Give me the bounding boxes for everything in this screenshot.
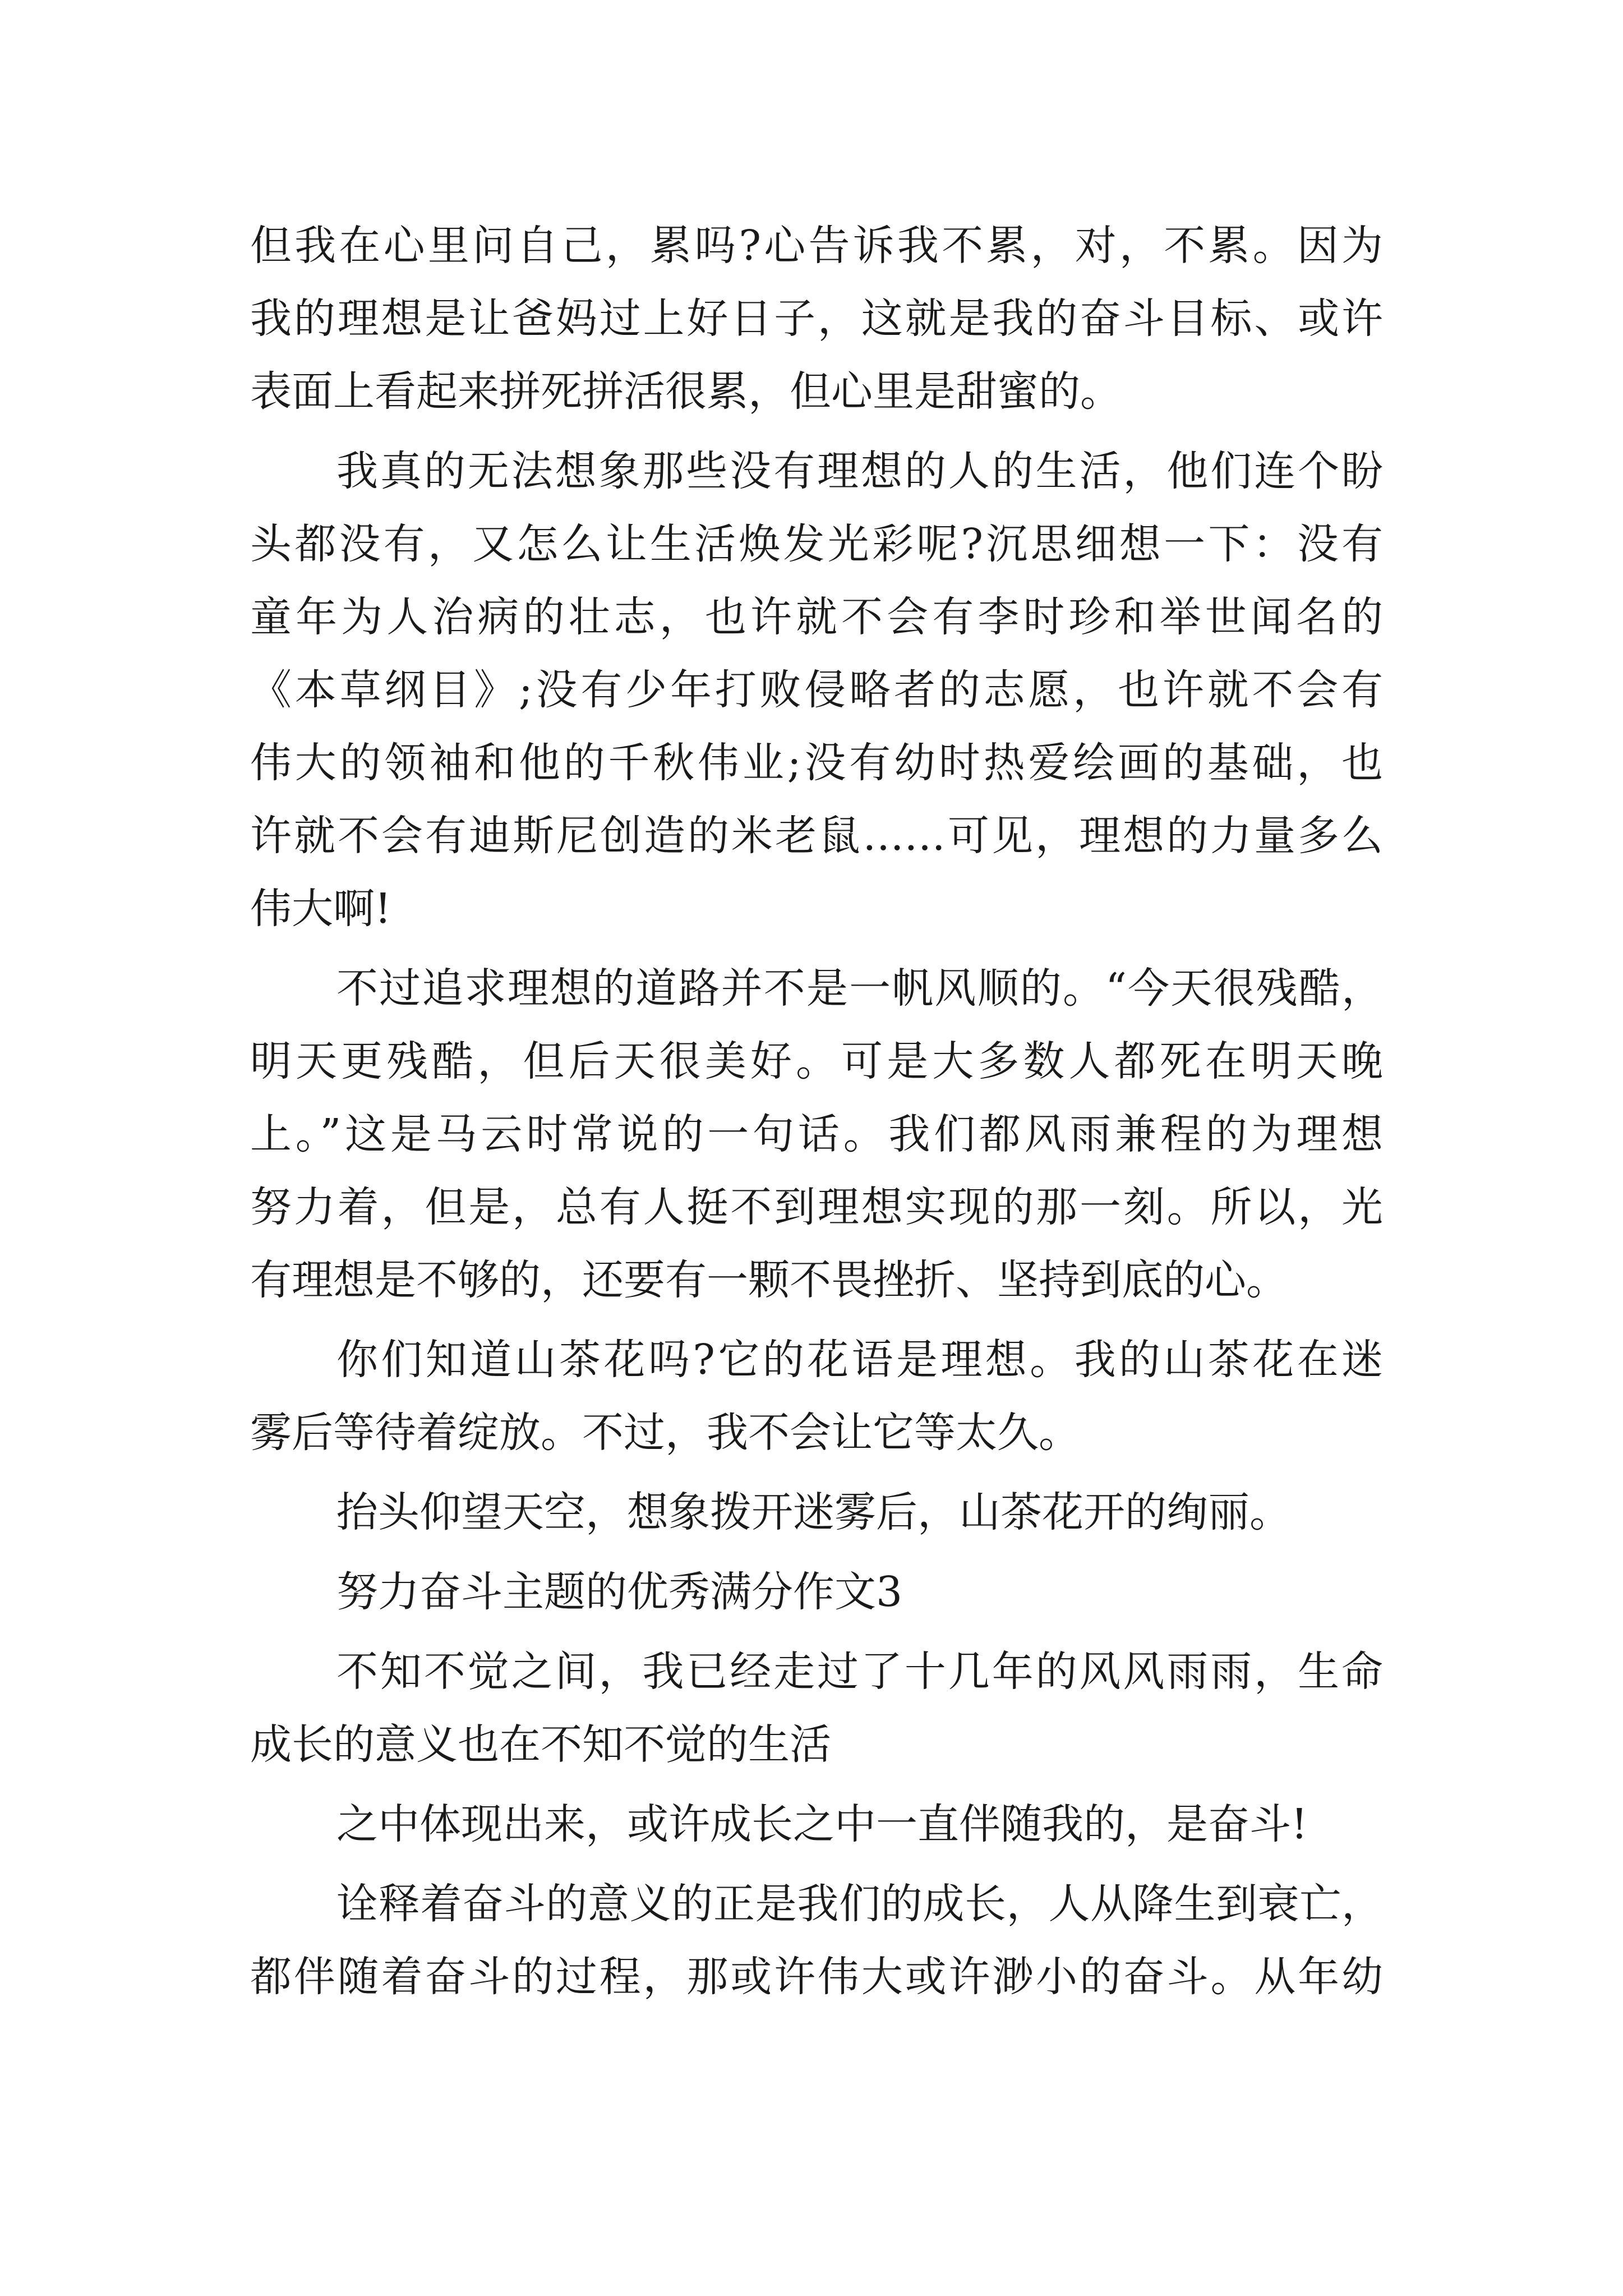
text-line: 明天更残酷，但后天很美好。可是大多数人都死在明天晚	[250, 1037, 1383, 1085]
text-line: 但我在心里问自己，累吗?心告诉我不累，对，不累。因为	[250, 222, 1383, 270]
text-line: 表面上看起来拼死拼活很累，但心里是甜蜜的。	[250, 367, 1122, 416]
text-line: 有理想是不够的，还要有一颗不畏挫折、坚持到底的心。	[250, 1256, 1288, 1304]
paragraph-first-line: 你们知道山茶花吗?它的花语是理想。我的山茶花在迷	[336, 1336, 1383, 1384]
text-line: 童年为人治病的壮志，也许就不会有李时珍和举世闻名的	[250, 593, 1383, 641]
text-line: 头都没有，又怎么让生活焕发光彩呢?沉思细想一下：没有	[250, 520, 1383, 568]
text-line: 都伴随着奋斗的过程，那或许伟大或许渺小的奋斗。从年幼	[250, 1953, 1383, 2001]
text-line: 伟大的领袖和他的千秋伟业;没有幼时热爱绘画的基础，也	[250, 739, 1383, 787]
text-line: 我的理想是让爸妈过上好日子，这就是我的奋斗目标、或许	[250, 295, 1383, 343]
text-line: 成长的意义也在不知不觉的生活	[250, 1720, 831, 1769]
paragraph-first-line: 诠释着奋斗的意义的正是我们的成长，人从降生到衰亡，	[336, 1880, 1383, 1928]
section-heading: 努力奋斗主题的优秀满分作文3	[336, 1568, 903, 1616]
paragraph-first-line: 我真的无法想象那些没有理想的人的生活，他们连个盼	[336, 447, 1383, 495]
text-line: 许就不会有迪斯尼创造的米老鼠……可见，理想的力量多么	[250, 812, 1383, 860]
paragraph-first-line: 不知不觉之间，我已经走过了十几年的风风雨雨，生命	[336, 1648, 1383, 1696]
text-line: 伟大啊!	[250, 885, 391, 933]
text-line: 上。”这是马云时常说的一句话。我们都风雨兼程的为理想	[250, 1110, 1383, 1158]
paragraph-first-line: 之中体现出来，或许成长之中一直伴随我的，是奋斗!	[336, 1800, 1308, 1848]
text-line: 《本草纲目》;没有少年打败侵略者的志愿，也许就不会有	[250, 666, 1383, 714]
text-line: 雾后等待着绽放。不过，我不会让它等太久。	[250, 1409, 1080, 1457]
paragraph-first-line: 不过追求理想的道路并不是一帆风顺的。“今天很残酷，	[336, 964, 1383, 1013]
paragraph-first-line: 抬头仰望天空，想象拨开迷雾后，山茶花开的绚丽。	[336, 1488, 1291, 1536]
text-line: 努力着，但是，总有人挺不到理想实现的那一刻。所以，光	[250, 1183, 1383, 1231]
